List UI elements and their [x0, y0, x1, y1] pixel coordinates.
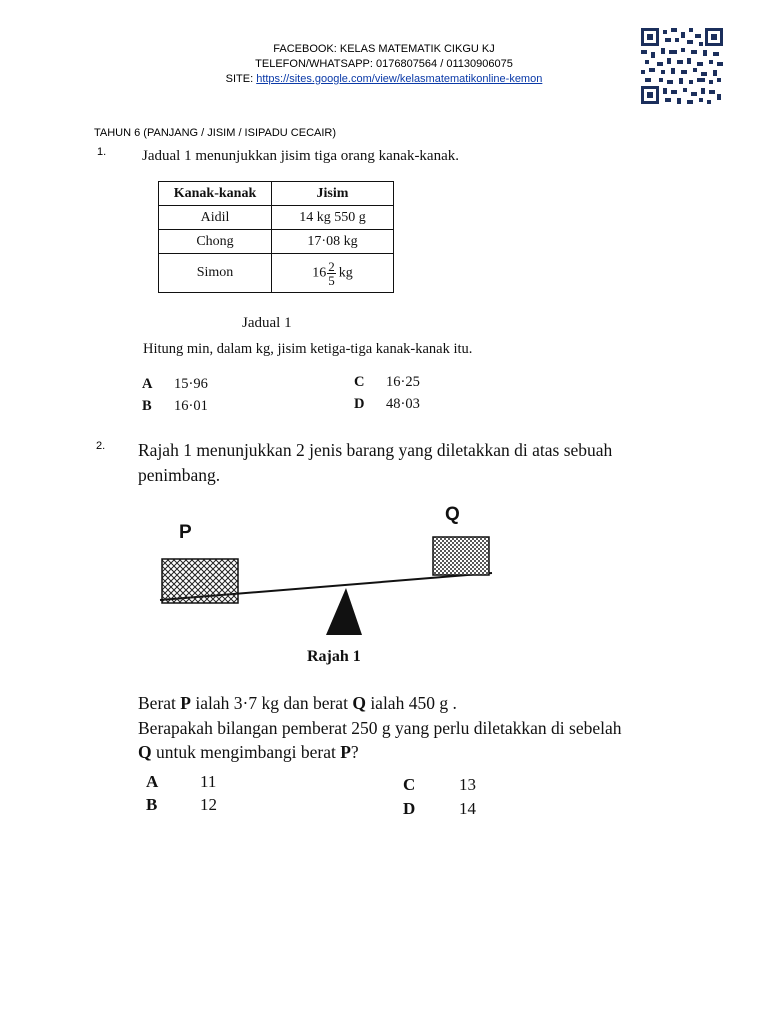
- table-row: [159, 230, 394, 254]
- question-2-line-3: [138, 742, 359, 763]
- fraction-numerator: 2: [328, 258, 335, 274]
- text-run: ialah 3·7 kg dan berat: [190, 693, 353, 713]
- worksheet-subtitle: TAHUN 6 (PANJANG / JISIM / ISIPADU CECAIR): [94, 127, 337, 139]
- question-1-number: 1.: [97, 146, 107, 158]
- question-1: [138, 144, 498, 418]
- option-b: [142, 398, 208, 415]
- table-header-name: Kanak-kanak: [159, 182, 272, 206]
- object-q: [433, 537, 489, 575]
- option-letter: C: [354, 374, 365, 390]
- table-cell-mass: 14 kg 550 g: [272, 206, 394, 230]
- question-2-intro-line-2: penimbang.: [138, 465, 221, 485]
- table-cell-name: Simon: [159, 254, 272, 293]
- bold-q: Q: [138, 742, 152, 762]
- option-a: [142, 376, 208, 393]
- option-value: 15·96: [174, 376, 208, 392]
- qr-code-icon: [641, 28, 723, 104]
- option-value: 48·03: [386, 396, 420, 412]
- table-cell-name: Chong: [159, 230, 272, 254]
- table-header-mass: Jisim: [272, 182, 394, 206]
- option-d: [354, 396, 420, 413]
- question-2-line-2: Berapakah bilangan pemberat 250 g yang perlu diletakkan di sebelah: [138, 718, 622, 738]
- site-link[interactable]: https://sites.google.com/view/kelasmatematikonline-kemon: [256, 73, 543, 85]
- option-value: 16·01: [174, 398, 208, 414]
- table-caption: Jadual 1: [242, 315, 292, 331]
- table-cell-name: Aidil: [159, 206, 272, 230]
- fulcrum: [326, 588, 362, 635]
- option-letter: A: [146, 772, 159, 791]
- question-2-number: 2.: [96, 440, 106, 452]
- balance-diagram: [150, 500, 510, 680]
- mass-table: [158, 181, 394, 293]
- question-1-text: Hitung min, dalam kg, jisim ketiga-tiga kanak-kanak itu.: [143, 341, 473, 357]
- question-1-intro: Jadual 1 menunjukkan jisim tiga orang kanak-kanak.: [142, 148, 459, 164]
- option-b-value: 12: [200, 795, 217, 814]
- text-run: ialah 450 g .: [365, 693, 457, 713]
- option-letter: D: [354, 396, 365, 412]
- fraction-denominator: 5: [328, 272, 335, 288]
- option-letter: C: [403, 775, 416, 794]
- option-a-value: 11: [200, 772, 217, 791]
- question-2-intro-line-1: Rajah 1 menunjukkan 2 jenis barang yang diletakkan di atas sebuah: [138, 440, 613, 460]
- phone-line: TELEFON/WHATSAPP: 0176807564 / 01130906075: [255, 58, 513, 70]
- table-cell-mass: 17·08 kg: [272, 230, 394, 254]
- fraction: [327, 260, 336, 287]
- option-letter: B: [146, 795, 158, 814]
- mass-unit: kg: [338, 265, 353, 281]
- text-run: untuk mengimbangi berat: [151, 742, 341, 762]
- table-row: [159, 254, 394, 293]
- facebook-line: FACEBOOK: KELAS MATEMATIK CIKGU KJ: [273, 43, 495, 55]
- option-letter: D: [403, 799, 416, 818]
- table-cell-mass: [272, 254, 394, 293]
- option-c: [403, 775, 415, 795]
- bold-p: P: [340, 742, 351, 762]
- mixed-number-whole: 16: [312, 265, 327, 281]
- object-p: [162, 559, 238, 603]
- option-value: 16·25: [386, 374, 420, 390]
- label-p: P: [179, 522, 192, 543]
- text-run: Berat: [138, 693, 181, 713]
- site-label: SITE:: [225, 73, 257, 85]
- option-d: [403, 799, 415, 819]
- table-row: [159, 206, 394, 230]
- bold-p: P: [180, 693, 191, 713]
- bold-q: Q: [352, 693, 366, 713]
- option-d-value: 14: [459, 799, 476, 818]
- option-letter: A: [142, 376, 153, 392]
- text-run: ?: [350, 742, 359, 762]
- label-q: Q: [445, 504, 460, 525]
- option-a: [146, 772, 158, 792]
- option-letter: B: [142, 398, 152, 414]
- option-c-value: 13: [459, 775, 476, 794]
- option-c: [354, 374, 420, 391]
- option-b: [146, 795, 157, 815]
- question-2-line-1: [138, 693, 457, 714]
- diagram-caption: Rajah 1: [307, 648, 361, 665]
